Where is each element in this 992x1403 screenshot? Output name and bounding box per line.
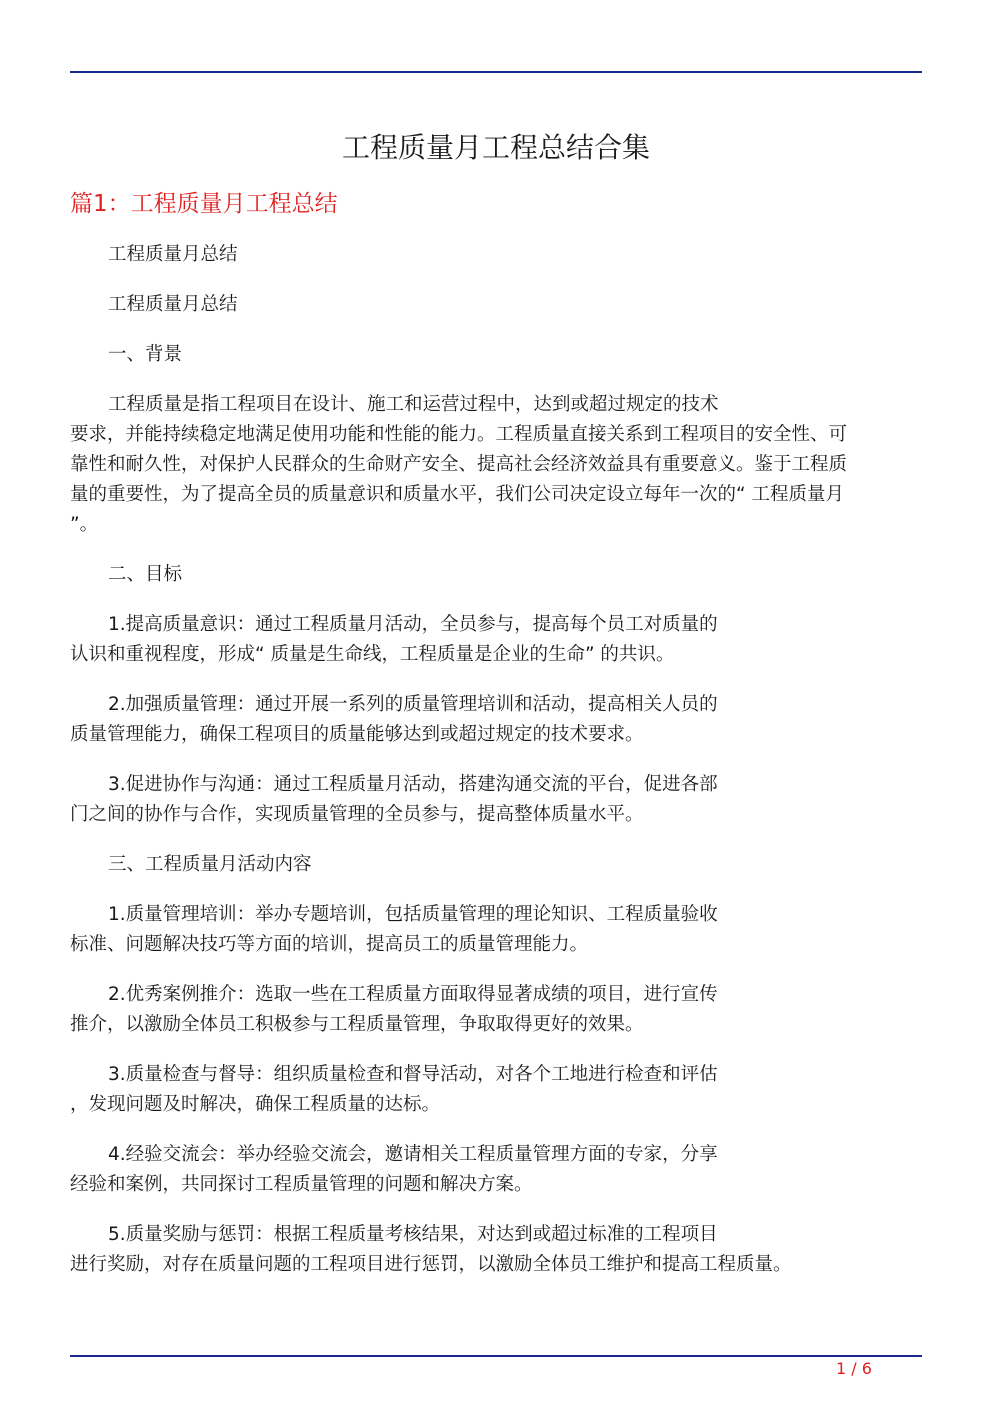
list-item: [70, 1060, 922, 1120]
text-line: 1.质量管理培训：举办专题培训，包括质量管理的理论知识、工程质量验收: [108, 904, 718, 925]
text-line: 要求，并能持续稳定地满足使用功能和性能的能力。工程质量直接关系到工程项目的安全性、可: [70, 424, 848, 445]
text-line: 经验和案例，共同探讨工程质量管理的问题和解决方案。: [70, 1174, 533, 1195]
paragraph-background: [70, 390, 922, 540]
text-line: ”。: [70, 514, 99, 535]
subheading-background: 一、背景: [108, 344, 183, 365]
paragraph: 工程质量月总结: [108, 244, 238, 265]
document-title: 工程质量月工程总结合集: [341, 131, 650, 164]
text-line: 进行奖励，对存在质量问题的工程项目进行惩罚，以激励全体员工维护和提高工程质量。: [70, 1254, 792, 1275]
text-line: 门之间的协作与合作，实现质量管理的全员参与，提高整体质量水平。: [70, 804, 644, 825]
subheading-activities: 三、工程质量月活动内容: [108, 854, 312, 875]
text-line: 4.经验交流会：举办经验交流会，邀请相关工程质量管理方面的专家，分享: [108, 1144, 718, 1165]
list-item: [70, 1220, 922, 1280]
text-line: 2.优秀案例推介：选取一些在工程质量方面取得显著成绩的项目，进行宣传: [108, 984, 718, 1005]
list-item: [70, 770, 922, 830]
text-line: 量的重要性，为了提高全员的质量意识和质量水平，我们公司决定设立每年一次的“ 工程质量月: [70, 484, 844, 505]
text-line: 5.质量奖励与惩罚：根据工程质量考核结果，对达到或超过标准的工程项目: [108, 1224, 718, 1245]
header-rule: [70, 71, 922, 73]
section-heading: 篇1：工程质量月工程总结: [70, 191, 338, 217]
subheading-goals: 二、目标: [108, 564, 183, 585]
list-item: [70, 980, 922, 1040]
page-number: 1 / 6: [836, 1359, 872, 1378]
list-item: [70, 610, 922, 670]
footer-rule: [70, 1355, 922, 1357]
text-line: 认识和重视程度，形成“ 质量是生命线，工程质量是企业的生命” 的共识。: [70, 644, 675, 665]
paragraph: 工程质量月总结: [108, 294, 238, 315]
list-item: [70, 900, 922, 960]
list-item: [70, 690, 922, 750]
text-line: 2.加强质量管理：通过开展一系列的质量管理培训和活动，提高相关人员的: [108, 694, 718, 715]
text-line: 靠性和耐久性，对保护人民群众的生命财产安全、提高社会经济效益具有重要意义。鉴于工程质: [70, 454, 848, 475]
text-line: 3.促进协作与沟通：通过工程质量月活动，搭建沟通交流的平台，促进各部: [108, 774, 718, 795]
text-line: 3.质量检查与督导：组织质量检查和督导活动，对各个工地进行检查和评估: [108, 1064, 718, 1085]
document-body: [70, 240, 922, 1300]
text-line: 1.提高质量意识：通过工程质量月活动，全员参与，提高每个员工对质量的: [108, 614, 718, 635]
text-line: 工程质量是指工程项目在设计、施工和运营过程中，达到或超过规定的技术: [108, 394, 719, 415]
text-line: 推介，以激励全体员工积极参与工程质量管理，争取取得更好的效果。: [70, 1014, 644, 1035]
text-line: 标准、问题解决技巧等方面的培训，提高员工的质量管理能力。: [70, 934, 589, 955]
list-item: [70, 1140, 922, 1200]
text-line: ，发现问题及时解决，确保工程质量的达标。: [70, 1094, 441, 1115]
text-line: 质量管理能力，确保工程项目的质量能够达到或超过规定的技术要求。: [70, 724, 644, 745]
